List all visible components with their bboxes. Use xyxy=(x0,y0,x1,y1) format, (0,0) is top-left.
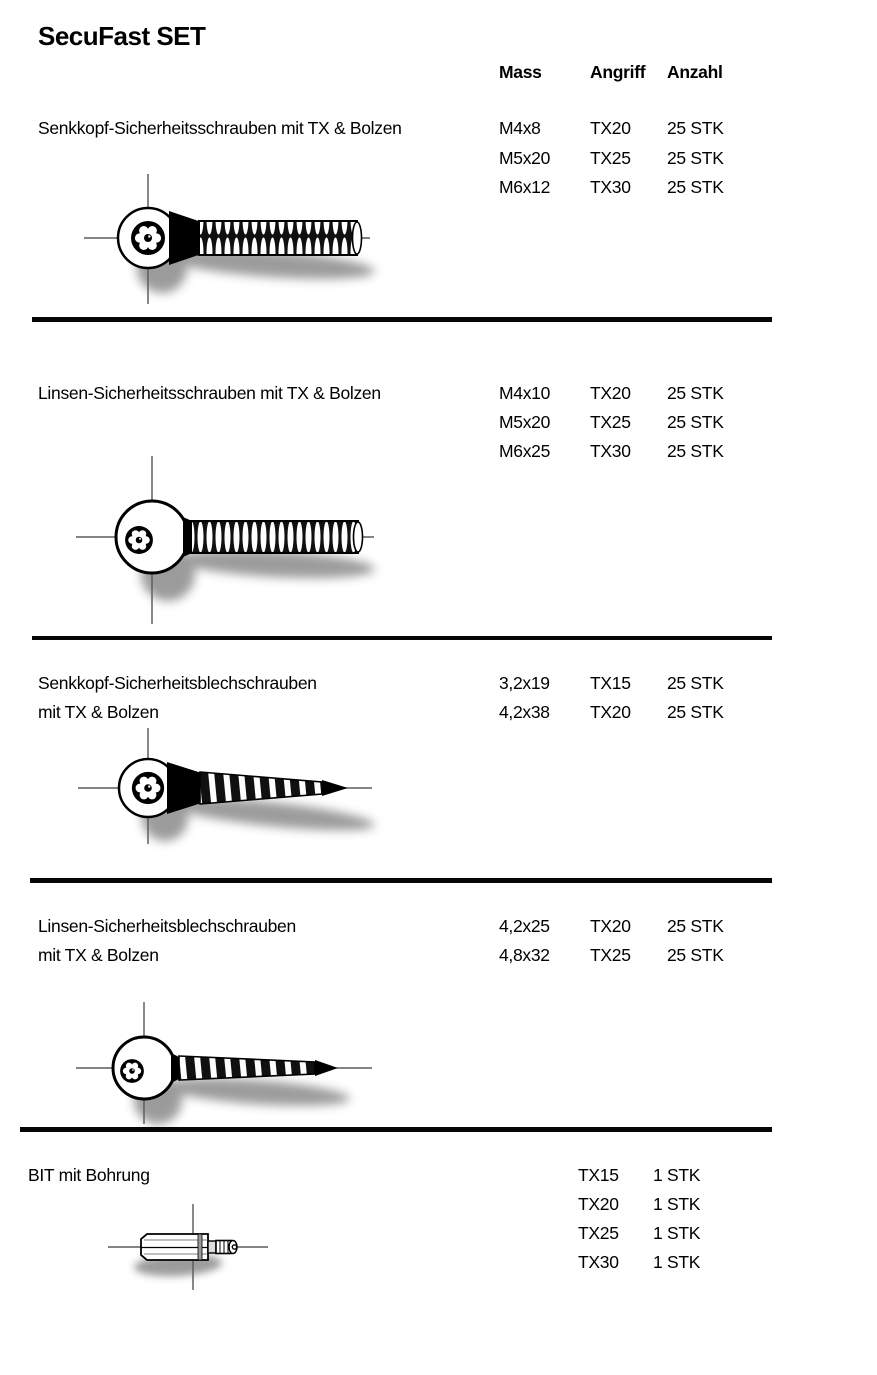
col-header-anzahl: Anzahl xyxy=(667,62,723,82)
cell-mass: M5x20 xyxy=(499,148,551,168)
section-divider xyxy=(32,317,772,322)
cell-angriff: TX25 xyxy=(590,945,631,965)
cell-angriff: TX20 xyxy=(590,916,631,936)
cell-anzahl: 25 STK xyxy=(667,702,724,722)
cell-angriff: TX15 xyxy=(590,673,631,693)
section-divider xyxy=(20,1127,772,1132)
page-title: SecuFast SET xyxy=(38,21,206,51)
cell-anzahl: 25 STK xyxy=(667,945,724,965)
cell-angriff: TX25 xyxy=(578,1223,619,1243)
pan-head-screw-image xyxy=(70,452,390,630)
section-label: Senkkopf-Sicherheitsschrauben mit TX & Bolzen xyxy=(38,118,402,138)
cell-angriff: TX20 xyxy=(590,702,631,722)
cell-angriff: TX20 xyxy=(590,383,631,403)
section-label: Linsen-Sicherheitsschrauben mit TX & Bolzen xyxy=(38,383,381,403)
torx-pin-recess-icon xyxy=(132,772,164,804)
cell-mass: 4,2x38 xyxy=(499,702,550,722)
cell-angriff: TX25 xyxy=(590,148,631,168)
col-header-angriff: Angriff xyxy=(590,62,646,82)
cell-mass: 4,2x25 xyxy=(499,916,550,936)
cell-mass: M4x10 xyxy=(499,383,551,403)
cell-anzahl: 25 STK xyxy=(667,118,724,138)
section-label: mit TX & Bolzen xyxy=(38,945,159,965)
cell-angriff: TX30 xyxy=(578,1252,619,1272)
cell-mass: M5x20 xyxy=(499,412,551,432)
cell-anzahl: 25 STK xyxy=(667,383,724,403)
col-header-mass: Mass xyxy=(499,62,542,82)
section-divider xyxy=(30,878,772,883)
cell-angriff: TX20 xyxy=(590,118,631,138)
cell-mass: 4,8x32 xyxy=(499,945,550,965)
cell-anzahl: 25 STK xyxy=(667,148,724,168)
countersunk-screw-image xyxy=(70,168,390,316)
cell-anzahl: 25 STK xyxy=(667,916,724,936)
cell-angriff: TX30 xyxy=(590,441,631,461)
cell-angriff: TX15 xyxy=(578,1165,619,1185)
countersunk-tapping-screw-image xyxy=(70,726,390,878)
cell-anzahl: 1 STK xyxy=(653,1223,701,1243)
bore-hole-icon xyxy=(232,1245,236,1249)
cell-anzahl: 1 STK xyxy=(653,1194,701,1214)
section-label: mit TX & Bolzen xyxy=(38,702,159,722)
cell-anzahl: 25 STK xyxy=(667,441,724,461)
cell-angriff: TX20 xyxy=(578,1194,619,1214)
section-divider xyxy=(32,636,772,640)
cell-anzahl: 25 STK xyxy=(667,673,724,693)
torx-bit-image xyxy=(100,1198,290,1298)
torx-pin-recess-icon xyxy=(131,221,165,255)
cell-mass: M4x8 xyxy=(499,118,541,138)
cell-angriff: TX30 xyxy=(590,177,631,197)
cell-anzahl: 25 STK xyxy=(667,412,724,432)
cell-angriff: TX25 xyxy=(590,412,631,432)
cell-mass: M6x25 xyxy=(499,441,551,461)
cell-mass: M6x12 xyxy=(499,177,551,197)
section-label: Linsen-Sicherheitsblechschrauben xyxy=(38,916,296,936)
section-label: BIT mit Bohrung xyxy=(28,1165,150,1185)
cell-anzahl: 1 STK xyxy=(653,1165,701,1185)
pan-head-tapping-screw-image xyxy=(70,1000,390,1128)
cell-anzahl: 1 STK xyxy=(653,1252,701,1272)
torx-pin-recess-icon xyxy=(120,1059,144,1083)
section-label: Senkkopf-Sicherheitsblechschrauben xyxy=(38,673,317,693)
torx-pin-recess-icon xyxy=(125,526,153,554)
cell-mass: 3,2x19 xyxy=(499,673,550,693)
cell-anzahl: 25 STK xyxy=(667,177,724,197)
